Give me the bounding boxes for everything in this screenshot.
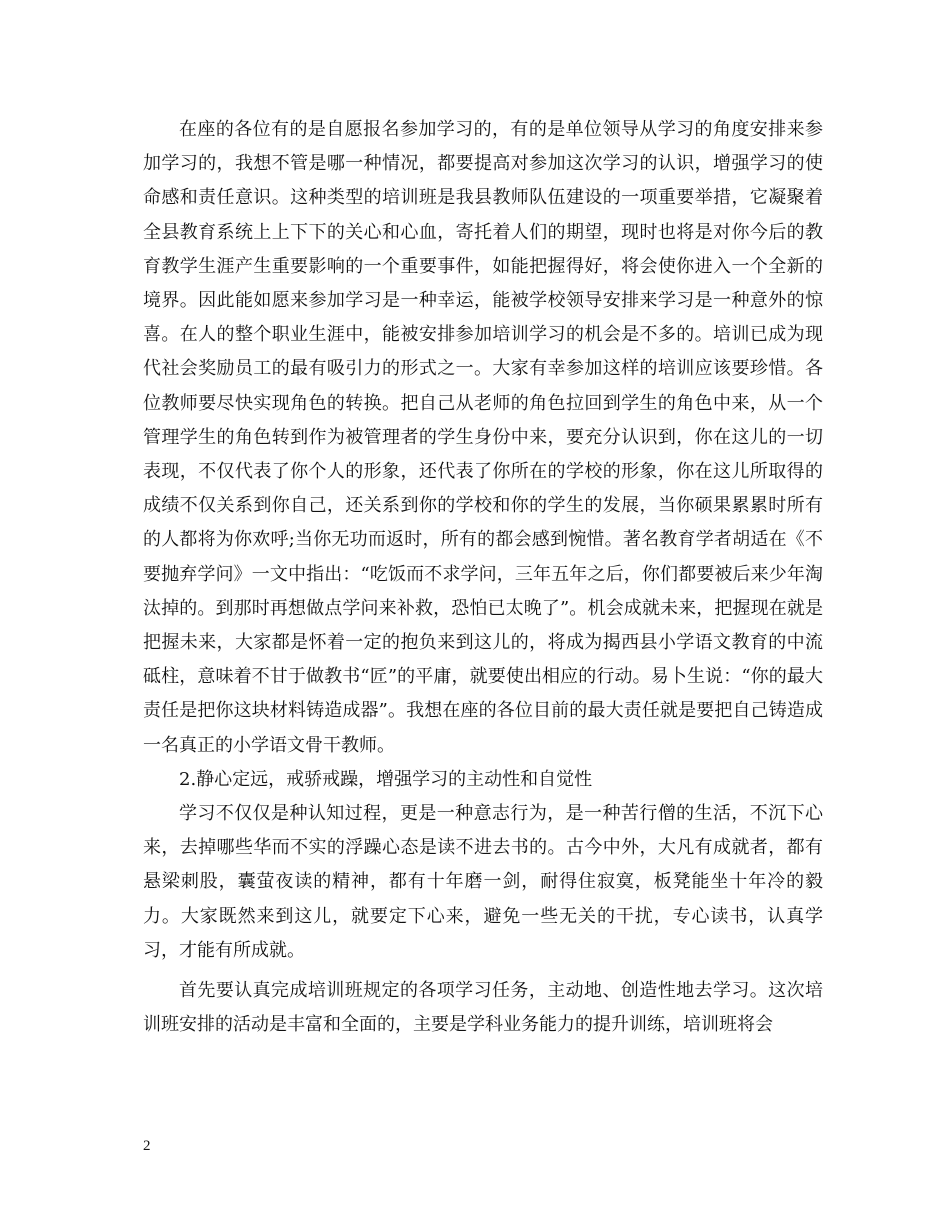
paragraph-learning-attitude: 学习不仅仅是种认知过程，更是一种意志行为，是一种苦行僧的生活，不沉下心来，去掉哪些华而不实的浮躁心态是读不进去书的。古今中外，大凡有成就者，都有悬梁刺股，囊萤夜读的精神，都有十年磨一剑，耐得住寂寞，板凳能坐十年冷的毅力。大家既然来到这儿，就要定下心来，避免一些无关的干扰，专心读书，认真学习，才能有所成就。 bbox=[143, 803, 823, 961]
document-page bbox=[143, 113, 823, 1042]
page-number: 2 bbox=[143, 1138, 151, 1154]
paragraph-participation: 在座的各位有的是自愿报名参加学习的，有的是单位领导从学习的角度安排来参加学习的，我想不管是哪一种情况，都要提高对参加这次学习的认识，增强学习的使命感和责任意识。这种类型的培训班是我县教师队伍建设的一项重要举措，它凝聚着全县教育系统上上下下的关心和心血，寄托着人们的期望，现时也将是对你今后的教育教学生涯产生重要影响的一个重要事件，如能把握得好，将会使你进入一个全新的境界。因此能如愿来参加学习是一种幸运，能被学校领导安排来学习是一种意外的惊喜。在人的整个职业生涯中，能被安排参加培训学习的机会是不多的。培训已成为现代社会奖励员工的最有吸引力的形式之一。大家有幸参加这样的培训应该要珍惜。各位教师要尽快实现角色的转换。把自己从老师的角色拉回到学生的角色中来，从一个管理学生的角色转到作为被管理者的学生身份中来，要充分认识到，你在这儿的一切表现，不仅代表了你个人的形象，还代表了你所在的学校的形象，你在这儿所取得的成绩不仅关系到你自己，还关系到你的学校和你的学生的发展，当你硕果累累时所有的人都将为你欢呼;当你无功而返时，所有的都会感到惋惜。著名教育学者胡适在《不要抛弃学问》一文中指出：“吃饭而不求学问，三年五年之后，你们都要被后来少年淘汰掉的。到那时再想做点学问来补救，恐怕已太晚了”。机会成就未来，把握现在就是把握未来，大家都是怀着一定的抱负来到这儿的，将成为揭西县小学语文教育的中流砥柱，意味着不甘于做教书“匠”的平庸，就要使出相应的行动。易卜生说：“你的最大责任是把你这块材料铸造成器”。我想在座的各位目前的最大责任就是要把自己铸造成一名真正的小学语文骨干教师。 bbox=[143, 119, 823, 756]
paragraph-training-tasks: 首先要认真完成培训班规定的各项学习任务，主动地、创造性地去学习。这次培训班安排的活动是丰富和全面的，主要是学科业务能力的提升训练，培训班将会 bbox=[143, 980, 823, 1036]
section-heading-2: 2.静心定远，戒骄戒躁，增强学习的主动性和自觉性 bbox=[179, 768, 593, 790]
